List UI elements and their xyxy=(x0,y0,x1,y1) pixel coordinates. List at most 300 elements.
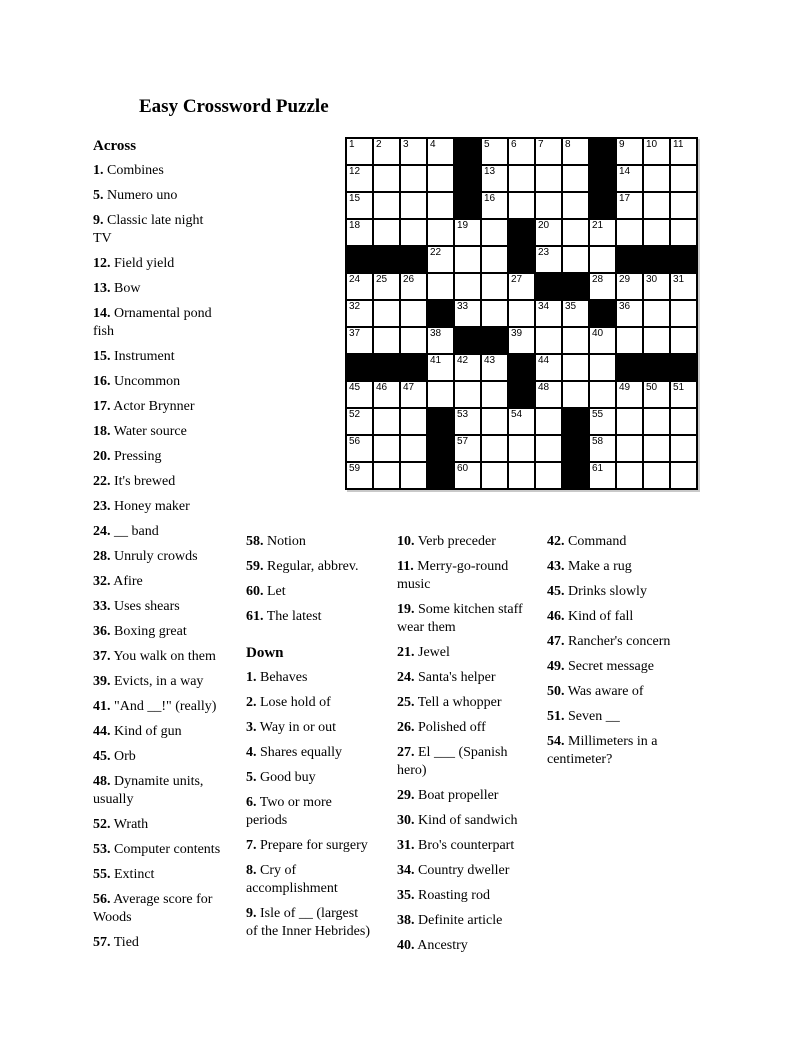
clue-number: 10. xyxy=(397,534,415,549)
clue-number: 37. xyxy=(93,649,111,664)
grid-cell[interactable] xyxy=(563,247,588,272)
grid-cell-number: 32 xyxy=(349,301,361,312)
grid-cell-number: 46 xyxy=(376,382,388,393)
grid-cell[interactable] xyxy=(482,382,507,407)
grid-cell-black xyxy=(482,328,507,353)
across-clue-12: 12. Field yield xyxy=(93,256,175,271)
grid-cell[interactable] xyxy=(401,328,426,353)
grid-cell[interactable] xyxy=(482,301,507,326)
grid-cell[interactable] xyxy=(401,220,426,245)
across-clue-14: 14. Ornamental pond fish xyxy=(93,306,212,339)
grid-cell-black xyxy=(455,193,480,218)
clue-number: 31. xyxy=(397,838,415,853)
down-clue-7: 7. Prepare for surgery xyxy=(246,838,368,853)
grid-cell[interactable] xyxy=(347,139,372,164)
grid-cell-number: 34 xyxy=(538,301,550,312)
grid-cell-black xyxy=(563,409,588,434)
grid-cell[interactable] xyxy=(455,382,480,407)
down-clue-49: 49. Secret message xyxy=(547,659,654,674)
grid-cell[interactable] xyxy=(563,328,588,353)
grid-cell[interactable] xyxy=(563,193,588,218)
down-clue-27: 27. El ___ (Spanish hero) xyxy=(397,745,508,778)
clue-number: 29. xyxy=(397,788,415,803)
grid-cell[interactable] xyxy=(617,463,642,488)
grid-cell-number: 60 xyxy=(457,463,469,474)
grid-cell[interactable] xyxy=(536,247,561,272)
across-clue-22: 22. It's brewed xyxy=(93,474,176,489)
grid-cell[interactable] xyxy=(563,355,588,380)
clue-number: 6. xyxy=(246,795,257,810)
clue-number: 32. xyxy=(93,574,111,589)
across-clue-44: 44. Kind of gun xyxy=(93,724,182,739)
grid-cell[interactable] xyxy=(509,139,534,164)
grid-cell[interactable] xyxy=(644,139,669,164)
across-clue-32: 32. Afire xyxy=(93,574,143,589)
grid-cell[interactable] xyxy=(374,193,399,218)
grid-cell-black xyxy=(509,220,534,245)
clue-number: 49. xyxy=(547,659,565,674)
grid-cell[interactable] xyxy=(428,220,453,245)
grid-cell[interactable] xyxy=(563,301,588,326)
grid-cell[interactable] xyxy=(401,139,426,164)
grid-cell[interactable] xyxy=(671,220,696,245)
grid-cell[interactable] xyxy=(509,328,534,353)
grid-cell[interactable] xyxy=(401,382,426,407)
grid-cell-number: 59 xyxy=(349,463,361,474)
grid-cell-number: 52 xyxy=(349,409,361,420)
across-clue-37: 37. You walk on them xyxy=(93,649,216,664)
clue-number: 46. xyxy=(547,609,565,624)
clue-number: 25. xyxy=(397,695,415,710)
grid-cell[interactable] xyxy=(401,274,426,299)
clue-column-across-end-and-down-start xyxy=(246,533,372,948)
grid-cell[interactable] xyxy=(482,436,507,461)
grid-cell[interactable] xyxy=(374,166,399,191)
clue-number: 28. xyxy=(93,549,111,564)
grid-cell[interactable] xyxy=(428,193,453,218)
grid-cell-black xyxy=(428,301,453,326)
grid-cell[interactable] xyxy=(617,301,642,326)
across-clue-18: 18. Water source xyxy=(93,424,187,439)
grid-cell[interactable] xyxy=(617,220,642,245)
clue-number: 5. xyxy=(246,770,257,785)
grid-cell[interactable] xyxy=(455,274,480,299)
grid-cell-number: 45 xyxy=(349,382,361,393)
grid-cell-number: 26 xyxy=(403,274,415,285)
grid-cell-number: 23 xyxy=(538,247,550,258)
grid-cell[interactable] xyxy=(374,463,399,488)
grid-cell[interactable] xyxy=(644,193,669,218)
grid-cell[interactable] xyxy=(671,166,696,191)
down-clue-6: 6. Two or more periods xyxy=(246,795,332,828)
grid-cell[interactable] xyxy=(671,301,696,326)
grid-cell[interactable] xyxy=(401,193,426,218)
grid-cell-black xyxy=(347,355,372,380)
grid-cell[interactable] xyxy=(482,463,507,488)
grid-cell-black xyxy=(644,355,669,380)
grid-cell[interactable] xyxy=(482,166,507,191)
grid-cell[interactable] xyxy=(644,274,669,299)
clue-column-down-end xyxy=(547,533,683,776)
grid-cell-number: 56 xyxy=(349,436,361,447)
grid-cell-black xyxy=(455,166,480,191)
grid-cell[interactable] xyxy=(455,463,480,488)
clue-number: 61. xyxy=(246,609,264,624)
grid-cell[interactable] xyxy=(671,274,696,299)
grid-cell-black xyxy=(590,193,615,218)
across-clue-15: 15. Instrument xyxy=(93,349,175,364)
clue-number: 24. xyxy=(397,670,415,685)
down-clue-46: 46. Kind of fall xyxy=(547,609,634,624)
grid-cell-number: 55 xyxy=(592,409,604,420)
clue-number: 3. xyxy=(246,720,257,735)
clue-number: 19. xyxy=(397,602,415,617)
grid-cell[interactable] xyxy=(347,220,372,245)
across-clue-58: 58. Notion xyxy=(246,534,306,549)
grid-cell-black xyxy=(590,301,615,326)
grid-cell[interactable] xyxy=(644,220,669,245)
grid-cell[interactable] xyxy=(536,166,561,191)
grid-cell[interactable] xyxy=(482,193,507,218)
clue-number: 7. xyxy=(246,838,257,853)
across-clue-28: 28. Unruly crowds xyxy=(93,549,198,564)
grid-cell[interactable] xyxy=(482,355,507,380)
grid-cell-number: 36 xyxy=(619,301,631,312)
grid-cell[interactable] xyxy=(536,409,561,434)
grid-cell[interactable] xyxy=(401,463,426,488)
across-clue-33: 33. Uses shears xyxy=(93,599,180,614)
down-clue-5: 5. Good buy xyxy=(246,770,316,785)
across-clue-23: 23. Honey maker xyxy=(93,499,190,514)
grid-cell[interactable] xyxy=(374,220,399,245)
grid-cell[interactable] xyxy=(482,247,507,272)
grid-cell[interactable] xyxy=(347,436,372,461)
grid-cell[interactable] xyxy=(590,274,615,299)
clue-number: 21. xyxy=(397,645,415,660)
grid-cell[interactable] xyxy=(671,193,696,218)
clue-number: 50. xyxy=(547,684,565,699)
clue-number: 40. xyxy=(397,938,415,953)
grid-cell[interactable] xyxy=(644,463,669,488)
grid-cell[interactable] xyxy=(428,247,453,272)
down-clue-54: 54. Millimeters in a centimeter? xyxy=(547,734,658,767)
grid-cell[interactable] xyxy=(536,301,561,326)
clue-number: 8. xyxy=(246,863,257,878)
grid-cell[interactable] xyxy=(671,139,696,164)
grid-cell-number: 40 xyxy=(592,328,604,339)
grid-cell[interactable] xyxy=(401,409,426,434)
grid-cell[interactable] xyxy=(509,166,534,191)
clue-number: 13. xyxy=(93,281,111,296)
grid-cell[interactable] xyxy=(671,328,696,353)
crossword-grid xyxy=(345,137,698,490)
grid-cell[interactable] xyxy=(644,301,669,326)
clue-number: 51. xyxy=(547,709,565,724)
grid-cell-number: 28 xyxy=(592,274,604,285)
grid-cell[interactable] xyxy=(509,301,534,326)
across-clue-41: 41. "And __!" (really) xyxy=(93,699,217,714)
across-clue-20: 20. Pressing xyxy=(93,449,162,464)
grid-cell-number: 47 xyxy=(403,382,415,393)
grid-cell-black xyxy=(563,274,588,299)
down-clue-29: 29. Boat propeller xyxy=(397,788,499,803)
down-clue-35: 35. Roasting rod xyxy=(397,888,490,903)
grid-cell[interactable] xyxy=(455,220,480,245)
grid-cell-black xyxy=(428,463,453,488)
grid-cell[interactable] xyxy=(617,139,642,164)
clue-number: 60. xyxy=(246,584,264,599)
grid-cell[interactable] xyxy=(617,382,642,407)
grid-cell[interactable] xyxy=(644,436,669,461)
grid-cell-black xyxy=(374,355,399,380)
grid-cell[interactable] xyxy=(401,436,426,461)
grid-cell[interactable] xyxy=(455,247,480,272)
grid-cell-number: 8 xyxy=(565,139,571,150)
grid-cell[interactable] xyxy=(482,139,507,164)
grid-cell[interactable] xyxy=(455,355,480,380)
grid-cell[interactable] xyxy=(455,436,480,461)
clue-number: 20. xyxy=(93,449,111,464)
grid-cell[interactable] xyxy=(563,382,588,407)
grid-cell-black xyxy=(590,139,615,164)
across-clue-45: 45. Orb xyxy=(93,749,136,764)
grid-cell[interactable] xyxy=(347,193,372,218)
grid-cell-black xyxy=(509,382,534,407)
across-clue-5: 5. Numero uno xyxy=(93,188,178,203)
grid-cell[interactable] xyxy=(563,166,588,191)
grid-cell[interactable] xyxy=(536,139,561,164)
grid-cell[interactable] xyxy=(590,355,615,380)
down-clue-34: 34. Country dweller xyxy=(397,863,510,878)
grid-cell[interactable] xyxy=(374,382,399,407)
grid-cell[interactable] xyxy=(590,247,615,272)
grid-cell[interactable] xyxy=(563,220,588,245)
grid-cell-number: 51 xyxy=(673,382,685,393)
grid-cell-black xyxy=(536,274,561,299)
clue-number: 1. xyxy=(246,670,257,685)
grid-cell[interactable] xyxy=(509,463,534,488)
grid-cell-black xyxy=(428,409,453,434)
grid-cell[interactable] xyxy=(536,382,561,407)
grid-cell[interactable] xyxy=(455,301,480,326)
across-clue-13: 13. Bow xyxy=(93,281,141,296)
clue-number: 52. xyxy=(93,817,111,832)
down-clue-25: 25. Tell a whopper xyxy=(397,695,502,710)
grid-cell[interactable] xyxy=(455,409,480,434)
grid-cell[interactable] xyxy=(509,409,534,434)
grid-cell[interactable] xyxy=(536,220,561,245)
grid-cell[interactable] xyxy=(617,193,642,218)
grid-cell-black xyxy=(563,436,588,461)
down-clue-10: 10. Verb preceder xyxy=(397,534,496,549)
grid-cell[interactable] xyxy=(428,382,453,407)
clue-number: 27. xyxy=(397,745,415,760)
grid-cell-black xyxy=(563,463,588,488)
grid-cell[interactable] xyxy=(590,220,615,245)
clue-number: 36. xyxy=(93,624,111,639)
clue-number: 24. xyxy=(93,524,111,539)
grid-cell[interactable] xyxy=(428,166,453,191)
clue-number: 45. xyxy=(547,584,565,599)
down-clue-21: 21. Jewel xyxy=(397,645,450,660)
clue-number: 22. xyxy=(93,474,111,489)
grid-cell[interactable] xyxy=(347,301,372,326)
grid-cell[interactable] xyxy=(536,463,561,488)
grid-cell-number: 12 xyxy=(349,166,361,177)
grid-cell[interactable] xyxy=(482,274,507,299)
grid-cell[interactable] xyxy=(401,301,426,326)
grid-cell[interactable] xyxy=(347,166,372,191)
clue-number: 57. xyxy=(93,935,111,950)
grid-cell[interactable] xyxy=(590,463,615,488)
across-clue-60: 60. Let xyxy=(246,584,286,599)
grid-cell-number: 7 xyxy=(538,139,544,150)
grid-cell[interactable] xyxy=(563,139,588,164)
clue-number: 9. xyxy=(246,906,257,921)
across-clue-61: 61. The latest xyxy=(246,609,322,624)
grid-cell-number: 17 xyxy=(619,193,631,204)
grid-cell-black xyxy=(509,355,534,380)
grid-cell-black xyxy=(428,436,453,461)
grid-cell[interactable] xyxy=(428,139,453,164)
grid-cell[interactable] xyxy=(482,409,507,434)
down-clue-24: 24. Santa's helper xyxy=(397,670,496,685)
grid-cell-number: 25 xyxy=(376,274,388,285)
clue-number: 2. xyxy=(246,695,257,710)
clue-number: 4. xyxy=(246,745,257,760)
clue-number: 17. xyxy=(93,399,111,414)
across-clue-59: 59. Regular, abbrev. xyxy=(246,559,359,574)
grid-cell-number: 39 xyxy=(511,328,523,339)
grid-cell[interactable] xyxy=(374,328,399,353)
grid-cell[interactable] xyxy=(536,355,561,380)
grid-cell-black xyxy=(347,247,372,272)
clue-number: 45. xyxy=(93,749,111,764)
grid-cell[interactable] xyxy=(347,463,372,488)
grid-cell[interactable] xyxy=(374,409,399,434)
clue-column-down-middle xyxy=(397,533,529,962)
grid-cell-black xyxy=(509,247,534,272)
grid-cell-number: 33 xyxy=(457,301,469,312)
grid-cell-number: 53 xyxy=(457,409,469,420)
clue-number: 48. xyxy=(93,774,111,789)
down-clue-40: 40. Ancestry xyxy=(397,938,468,953)
grid-cell-number: 21 xyxy=(592,220,604,231)
clue-number: 16. xyxy=(93,374,111,389)
clue-number: 44. xyxy=(93,724,111,739)
grid-cell[interactable] xyxy=(428,274,453,299)
grid-cell[interactable] xyxy=(590,409,615,434)
grid-cell-number: 61 xyxy=(592,463,604,474)
grid-cell[interactable] xyxy=(617,409,642,434)
down-clue-8: 8. Cry of accomplishment xyxy=(246,863,338,896)
grid-cell-number: 14 xyxy=(619,166,631,177)
down-clue-43: 43. Make a rug xyxy=(547,559,632,574)
across-clue-56: 56. Average score for Woods xyxy=(93,892,213,925)
grid-cell[interactable] xyxy=(644,409,669,434)
grid-cell[interactable] xyxy=(374,274,399,299)
grid-cell-number: 22 xyxy=(430,247,442,258)
clue-number: 34. xyxy=(397,863,415,878)
grid-cell-number: 24 xyxy=(349,274,361,285)
down-clue-3: 3. Way in or out xyxy=(246,720,336,735)
grid-cell-number: 6 xyxy=(511,139,517,150)
grid-cell[interactable] xyxy=(536,193,561,218)
grid-cell[interactable] xyxy=(671,409,696,434)
grid-cell[interactable] xyxy=(509,436,534,461)
grid-cell[interactable] xyxy=(347,409,372,434)
down-clue-9: 9. Isle of __ (largest of the Inner Hebrides) xyxy=(246,906,371,939)
grid-cell[interactable] xyxy=(617,328,642,353)
grid-cell-number: 44 xyxy=(538,355,550,366)
grid-cell[interactable] xyxy=(509,193,534,218)
grid-cell[interactable] xyxy=(347,274,372,299)
grid-cell[interactable] xyxy=(428,355,453,380)
grid-cell[interactable] xyxy=(347,328,372,353)
across-clue-53: 53. Computer contents xyxy=(93,842,221,857)
grid-cell-number: 37 xyxy=(349,328,361,339)
grid-cell[interactable] xyxy=(590,328,615,353)
grid-cell[interactable] xyxy=(536,328,561,353)
grid-cell-number: 9 xyxy=(619,139,625,150)
grid-cell-number: 58 xyxy=(592,436,604,447)
grid-cell-black xyxy=(401,355,426,380)
across-clue-57: 57. Tied xyxy=(93,935,139,950)
across-clue-16: 16. Uncommon xyxy=(93,374,181,389)
down-clue-51: 51. Seven __ xyxy=(547,709,620,724)
page-title: Easy Crossword Puzzle xyxy=(139,96,329,117)
grid-cell[interactable] xyxy=(374,139,399,164)
clue-number: 59. xyxy=(246,559,264,574)
grid-cell[interactable] xyxy=(347,382,372,407)
grid-cell[interactable] xyxy=(428,328,453,353)
grid-cell-black xyxy=(455,139,480,164)
grid-cell[interactable] xyxy=(671,463,696,488)
grid-cell[interactable] xyxy=(644,382,669,407)
grid-cell[interactable] xyxy=(590,436,615,461)
down-clue-38: 38. Definite article xyxy=(397,913,503,928)
grid-cell[interactable] xyxy=(374,301,399,326)
grid-cell[interactable] xyxy=(509,274,534,299)
grid-cell[interactable] xyxy=(617,436,642,461)
clue-number: 23. xyxy=(93,499,111,514)
clue-number: 12. xyxy=(93,256,111,271)
clue-number: 15. xyxy=(93,349,111,364)
grid-cell[interactable] xyxy=(617,166,642,191)
grid-cell[interactable] xyxy=(590,382,615,407)
grid-cell[interactable] xyxy=(374,436,399,461)
down-clue-50: 50. Was aware of xyxy=(547,684,644,699)
grid-cell-number: 27 xyxy=(511,274,523,285)
grid-cell-number: 35 xyxy=(565,301,577,312)
grid-cell-number: 11 xyxy=(673,139,684,150)
grid-cell-black xyxy=(590,166,615,191)
grid-cell[interactable] xyxy=(482,220,507,245)
grid-cell[interactable] xyxy=(671,436,696,461)
grid-cell[interactable] xyxy=(644,328,669,353)
grid-cell-number: 4 xyxy=(430,139,436,150)
grid-cell-number: 42 xyxy=(457,355,469,366)
grid-cell[interactable] xyxy=(536,436,561,461)
grid-cell[interactable] xyxy=(617,274,642,299)
across-clue-52: 52. Wrath xyxy=(93,817,149,832)
grid-cell[interactable] xyxy=(644,166,669,191)
across-clue-36: 36. Boxing great xyxy=(93,624,187,639)
grid-cell[interactable] xyxy=(671,382,696,407)
grid-cell[interactable] xyxy=(401,166,426,191)
down-clue-42: 42. Command xyxy=(547,534,627,549)
across-clue-39: 39. Evicts, in a way xyxy=(93,674,204,689)
